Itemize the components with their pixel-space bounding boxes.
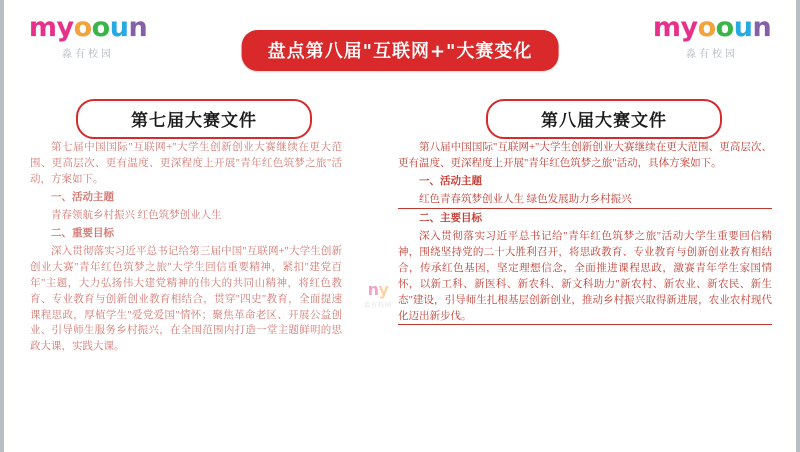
watermark-logo	[352, 282, 404, 309]
logo-subtitle-left: 淼有校园	[62, 49, 114, 60]
paragraph-heading: 一、活动主题	[419, 175, 482, 187]
column-header-right: 第八届大赛文件	[486, 99, 722, 139]
watermark-wordmark: ny	[367, 280, 389, 299]
paragraph: 第七届中国国际"互联网+"大学生创新创业大赛继续在更大范围、更高层次、更有温度、更深程度上开展"青年红色筑梦之旅"活动，方案如下。	[30, 142, 342, 185]
logo-wordmark: myooun	[28, 12, 148, 43]
logo-left	[28, 14, 148, 60]
logo-right	[652, 14, 772, 60]
document-right	[398, 140, 772, 327]
paragraph: 第八届中国国际"互联网+"大学生创新创业大赛继续在更大范围、更高层次、更有温度、更深程度上开展"青年红色筑梦之旅"活动，具体方案如下。	[398, 142, 772, 169]
paragraph: 青春领航乡村振兴 红色筑梦创业人生	[51, 209, 222, 221]
page-title: 盘点第八届"互联网+"大赛变化	[242, 30, 559, 71]
logo-wordmark-right: myooun	[652, 12, 772, 43]
paragraph-heading: 一、活动主题	[51, 191, 114, 203]
paragraph: 深入贯彻落实习近平总书记给第三届中国"互联网+"大学生创新创业大赛"青年红色筑梦之旅"大学生回信重要精神，紧扣"建党百年"主题，大力弘扬伟大建党精神的伟大的共同山精神，将红色教育、专业教育与创新创业教育相结合，贯穿"四史"教育，全面提速课程思政，厚植学生"爱党爱国"情怀；聚焦革命老区、开展公益创业、引导师生服务乡村振兴，在全国范围内打造一堂主题鲜明的思政大课，实践大课。	[30, 245, 342, 353]
paragraph-heading: 二、重要目标	[51, 227, 114, 239]
paragraph-underlined: 红色青春筑梦创业人生 绿色发展助力乡村振兴	[398, 192, 772, 209]
column-header-left: 第七届大赛文件	[76, 99, 312, 139]
paragraph-underlined: 深入贯彻落实习近平总书记给"青年红色筑梦之旅"活动大学生重要回信精神，围绕坚持党的二十大胜利召开，将思政教育、专业教育与创新创业教育相结合，传承红色基因，坚定理想信念，全面推进课程思政，激赛青年学生家国情怀，以新工科、新医科、新农科、新文科助力"新农村、新农业、新农民、新生态"建设，引导师生扎根基层创新创业，推动乡村振兴取得新进展，农业农村现代化迈出新步伐。	[398, 229, 772, 326]
logo-subtitle-right: 淼有校园	[686, 49, 738, 60]
slide-edge-left	[0, 0, 4, 452]
watermark-subtitle: 淼有校园	[363, 303, 392, 309]
paragraph-heading: 二、主要目标	[419, 212, 482, 224]
slide-edge-right	[796, 0, 800, 452]
document-left	[30, 140, 342, 357]
